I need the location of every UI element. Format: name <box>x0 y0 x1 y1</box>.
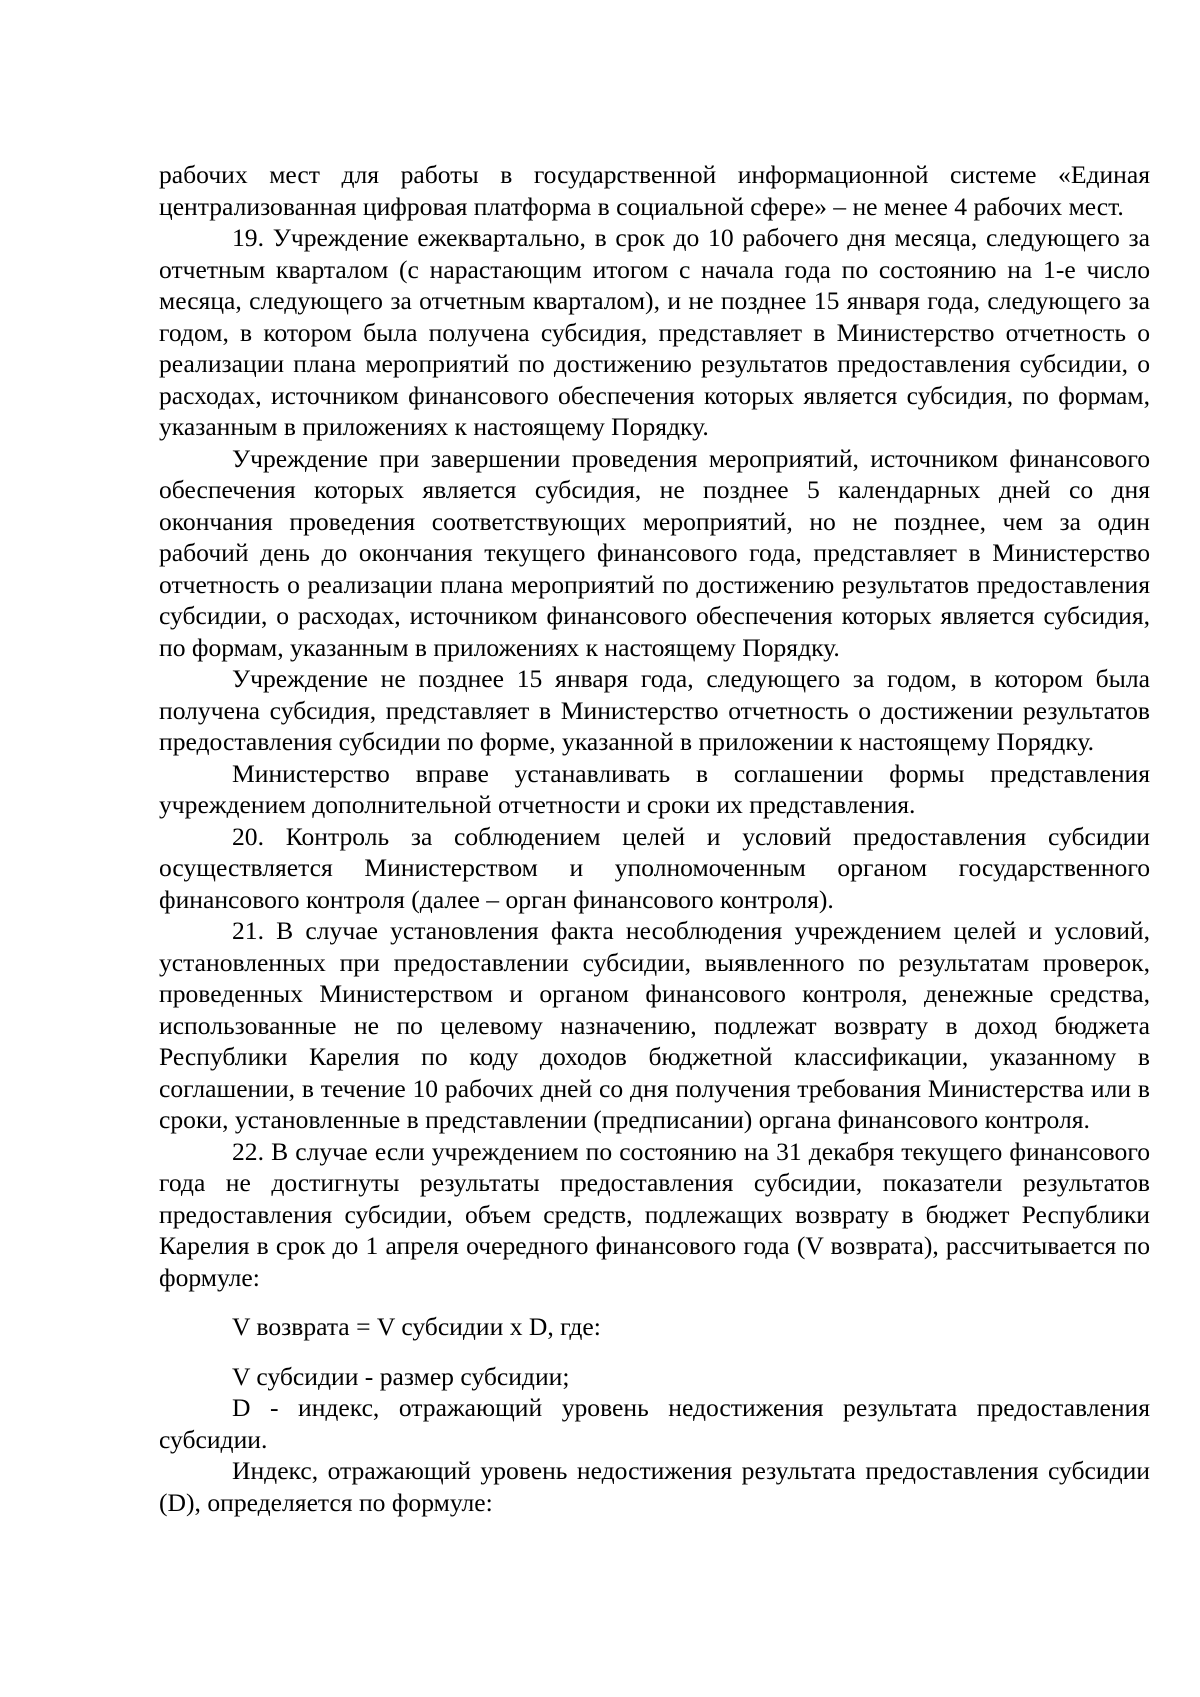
formula-refund: V возврата = V субсидии x D, где: <box>232 1312 601 1341</box>
document-body <box>159 159 1150 1518</box>
definition-index-d: D - индекс, отражающий уровень недостижения результата предоставления субсидии. <box>159 1393 1150 1454</box>
paragraph-22-shortfall: 22. В случае если учреждением по состоянию на 31 декабря текущего финансового года не достигнуты результаты предоставления субсидии, показатели результатов предоставления субсидии, объем средств, подлежащих возврату в бюджет Республики Карелия в срок до 1 апреля очередного финансового года (V возврата), рассчитывается по формуле: <box>159 1136 1150 1292</box>
definition-subsidy-size: V субсидии - размер субсидии; <box>232 1361 570 1391</box>
paragraph-workplaces-continuation: рабочих мест для работы в государственной информационной системе «Единая централизованная цифровая платформа в социальной сфере» – не менее 4 рабочих мест. <box>159 160 1150 221</box>
paragraph-20-control: 20. Контроль за соблюдением целей и условий предоставления субсидии осуществляется Министерством и уполномоченным органом государственного финансового контроля (далее – орган финансового контроля). <box>159 821 1150 914</box>
paragraph-completion-reporting: Учреждение при завершении проведения мероприятий, источником финансового обеспечения которых является субсидия, не позднее 5 календарных дней со дня окончания проведения соответствующих мероприятий, но не позднее, чем за один рабочий день до окончания текущего финансового года, представляет в Министерство отчетность о реализации плана мероприятий по достижению результатов предоставления субсидии, о расходах, источником финансового обеспечения которых является субсидия, по формам, указанным в приложениях к настоящему Порядку. <box>159 443 1150 662</box>
paragraph-index-formula-intro: Индекс, отражающий уровень недостижения результата предоставления субсидии (D), определяется по формуле: <box>159 1456 1150 1517</box>
paragraph-results-reporting: Учреждение не позднее 15 января года, следующего за годом, в котором была получена субсидия, представляет в Министерство отчетность о достижении результатов предоставления субсидии по форме, указанной в приложении к настоящему Порядку. <box>159 664 1150 756</box>
paragraph-additional-reporting: Министерство вправе устанавливать в соглашении формы представления учреждением дополнительной отчетности и сроки их представления. <box>159 758 1150 819</box>
paragraph-19-reporting: 19. Учреждение ежеквартально, в срок до 10 рабочего дня месяца, следующего за отчетным кварталом (с нарастающим итогом с начала года по состоянию на 1-е число месяца, следующего за отчетным кварталом), и не позднее 15 января года, следующего за годом, в котором была получена субсидия, представляет в Министерство отчетность о реализации плана мероприятий по достижению результатов предоставления субсидии, о расходах, источником финансового обеспечения которых является субсидия, по формам, указанным в приложениях к настоящему Порядку. <box>159 223 1150 441</box>
paragraph-21-refund: 21. В случае установления факта несоблюдения учреждением целей и условий, установленных при предоставлении субсидии, выявленного по результатам проверок, проведенных Министерством и органом финансового контроля, денежные средства, использованные не по целевому назначению, подлежат возврату в доход бюджета Республики Карелия по коду доходов бюджетной классификации, указанному в соглашении, в течение 10 рабочих дней со дня получения требования Министерства или в сроки, установленные в представлении (предписании) органа финансового контроля. <box>159 916 1150 1134</box>
